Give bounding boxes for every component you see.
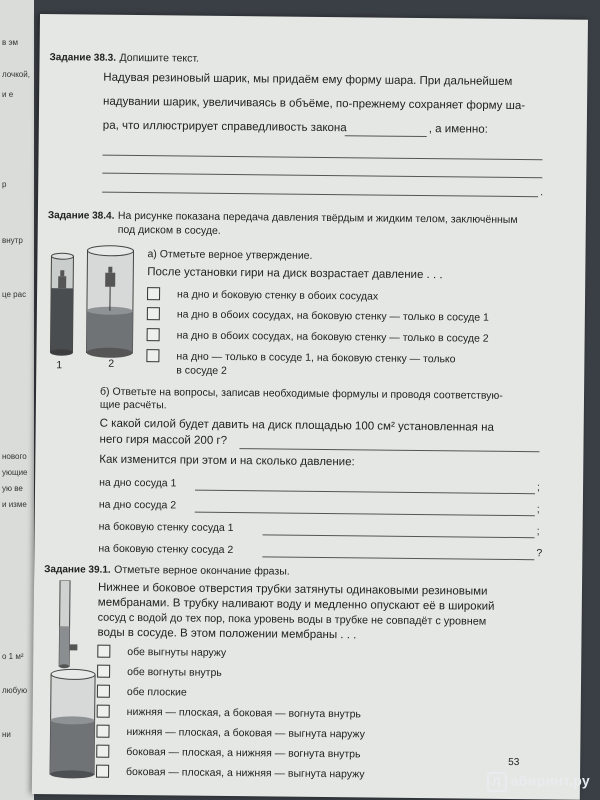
option-checkbox[interactable] xyxy=(96,745,109,758)
left-page-fragment: ую ве xyxy=(2,484,23,493)
option-checkbox[interactable] xyxy=(97,705,110,718)
task-39-1-option: боковая — плоская, а нижняя — вогнута внутрь xyxy=(126,745,361,761)
labirint-logo-icon: Л xyxy=(487,772,507,792)
part-a-option: на дно — только в сосуде 1, на боковую стенку — только xyxy=(176,350,456,366)
answer-line[interactable] xyxy=(102,192,538,198)
part-a-prompt: После установки гири на диск возрастает давление . . . xyxy=(147,266,443,282)
task-38-3-label: Задание 38.3. xyxy=(49,52,117,64)
option-checkbox[interactable] xyxy=(146,349,159,362)
answer-line[interactable] xyxy=(262,556,534,560)
item-end-mark: ; xyxy=(537,481,541,494)
left-page-fragment: нового xyxy=(2,452,27,461)
option-checkbox[interactable] xyxy=(97,665,110,678)
left-page-fragment: ни xyxy=(2,730,11,739)
pressure-item-label: на дно сосуда 1 xyxy=(99,476,177,490)
option-checkbox[interactable] xyxy=(97,685,110,698)
item-end-mark: ; xyxy=(536,503,540,516)
left-page-fragment: р xyxy=(2,180,7,189)
left-page-fragment: внутр xyxy=(2,236,23,245)
task-39-1-label: Задание 39.1. xyxy=(44,564,111,576)
task-39-1-text-line: Нижнее и боковое отверстия трубки затянуты одинаковыми резиновыми xyxy=(97,581,488,598)
option-checkbox[interactable] xyxy=(96,725,109,738)
answer-line[interactable] xyxy=(195,512,535,517)
left-page-fragment: о 1 м² xyxy=(2,652,24,661)
pressure-item-label: на дно сосуда 2 xyxy=(98,498,177,512)
item-end-mark: ? xyxy=(536,547,543,560)
labirint-watermark xyxy=(487,772,590,792)
task-39-1-option: нижняя — плоская, а боковая — выгнута наружу xyxy=(126,725,365,741)
part-a-option: на дно в обоих сосудах, на боковую стенку — только в сосуде 2 xyxy=(176,329,489,345)
left-facing-page xyxy=(0,0,34,800)
pressure-item-label: на боковую стенку сосуда 2 xyxy=(98,542,234,557)
task-39-1-text-line: воды в сосуде. В этом положении мембраны . . . xyxy=(97,626,357,642)
option-checkbox[interactable] xyxy=(147,328,160,341)
task-38-4-instruction: На рисунке показана передача давления твёрдым и жидким телом, заключённым xyxy=(117,209,518,227)
figure-label-1: 1 xyxy=(56,359,63,372)
task-38-3-text-line: ра, что иллюстрирует справедливость закона xyxy=(102,119,347,135)
part-a-title: а) Отметьте верное утверждение. xyxy=(147,248,313,262)
left-page-fragment: и изме xyxy=(2,500,27,509)
left-page-fragment: ующие xyxy=(2,468,28,477)
part-b-question-2: Как изменится при этом и на сколько давление: xyxy=(99,453,355,469)
option-checkbox[interactable] xyxy=(147,287,160,300)
task-39-1-text-line: мембранами. В трубку наливают воду и медленно опускают её в широкий xyxy=(97,596,495,613)
task-39-1-text-line: сосуд с водой до тех пор, пока уровень воды в трубке не совпадёт с уровнем xyxy=(97,611,487,628)
item-end-mark: ; xyxy=(536,525,540,538)
task-38-3-instruction: Допишите текст. xyxy=(119,51,200,65)
answer-line[interactable] xyxy=(102,173,542,179)
left-page-fragment: и е xyxy=(2,90,14,99)
answer-line[interactable] xyxy=(195,490,535,495)
option-checkbox[interactable] xyxy=(147,307,160,320)
answer-line[interactable] xyxy=(263,534,535,538)
left-page-fragment: любую xyxy=(2,686,28,695)
pressure-item-label: на боковую стенку сосуда 1 xyxy=(98,520,234,535)
left-page-fragment: в эм xyxy=(2,38,19,47)
part-b-question-1: него гиря массой 200 г? xyxy=(99,433,228,447)
answer-line[interactable] xyxy=(103,155,543,161)
part-b-title: б) Ответьте на вопросы, записав необходимые формулы и проводя соответствую- xyxy=(99,385,503,402)
task-38-4-label: Задание 38.4. xyxy=(47,210,115,222)
task-38-3-text-line-end: , а именно: xyxy=(428,123,488,136)
task-39-1-option: обе плоские xyxy=(126,685,187,699)
workbook-page xyxy=(32,14,588,800)
part-a-option: на дно в обоих сосудах, на боковую стенку — только в сосуде 1 xyxy=(176,308,489,324)
left-page-fragment: це рас xyxy=(2,290,27,299)
part-b-question-1: С какой силой будет давить на диск площадью 100 см² установленная на xyxy=(99,417,494,434)
task-38-3-text-line: Надувая резиновый шарик, мы придаём ему форму шара. При дальнейшем xyxy=(103,71,513,88)
answer-period: . xyxy=(540,186,544,199)
task-39-1-instruction: Отметьте верное окончание фразы. xyxy=(114,563,290,578)
option-checkbox[interactable] xyxy=(96,765,109,778)
task-38-3-text-line: надувании шарик, увеличиваясь в объёме, по-прежнему сохраняет форму ша- xyxy=(103,95,526,113)
part-b-title: щие расчёты. xyxy=(99,398,167,412)
part-a-option-continued: в сосуде 2 xyxy=(176,364,227,377)
task-39-1-option: обе выгнуты наружу xyxy=(127,645,227,659)
part-a-option: на дно и боковую стенку в обоих сосудах xyxy=(177,288,379,303)
tube-vessel-figure xyxy=(42,580,104,781)
answer-line[interactable] xyxy=(239,448,539,452)
task-39-1-option: обе вогнуты внутрь xyxy=(127,665,222,679)
task-38-4-instruction: под диском в сосуде. xyxy=(117,223,221,237)
option-checkbox[interactable] xyxy=(97,645,110,658)
task-39-1-option: нижняя — плоская, а боковая — вогнута внутрь xyxy=(126,705,362,721)
task-39-1-option: боковая — плоская, а нижняя — выгнута наружу xyxy=(126,765,365,781)
left-page-fragment: лочкой, xyxy=(2,70,30,79)
watermark-text: абиринт.ру xyxy=(510,772,590,789)
figure-label-2: 2 xyxy=(108,357,115,370)
page-number: 53 xyxy=(508,756,520,769)
vessels-figure xyxy=(42,236,147,367)
law-name-blank[interactable] xyxy=(345,135,427,137)
